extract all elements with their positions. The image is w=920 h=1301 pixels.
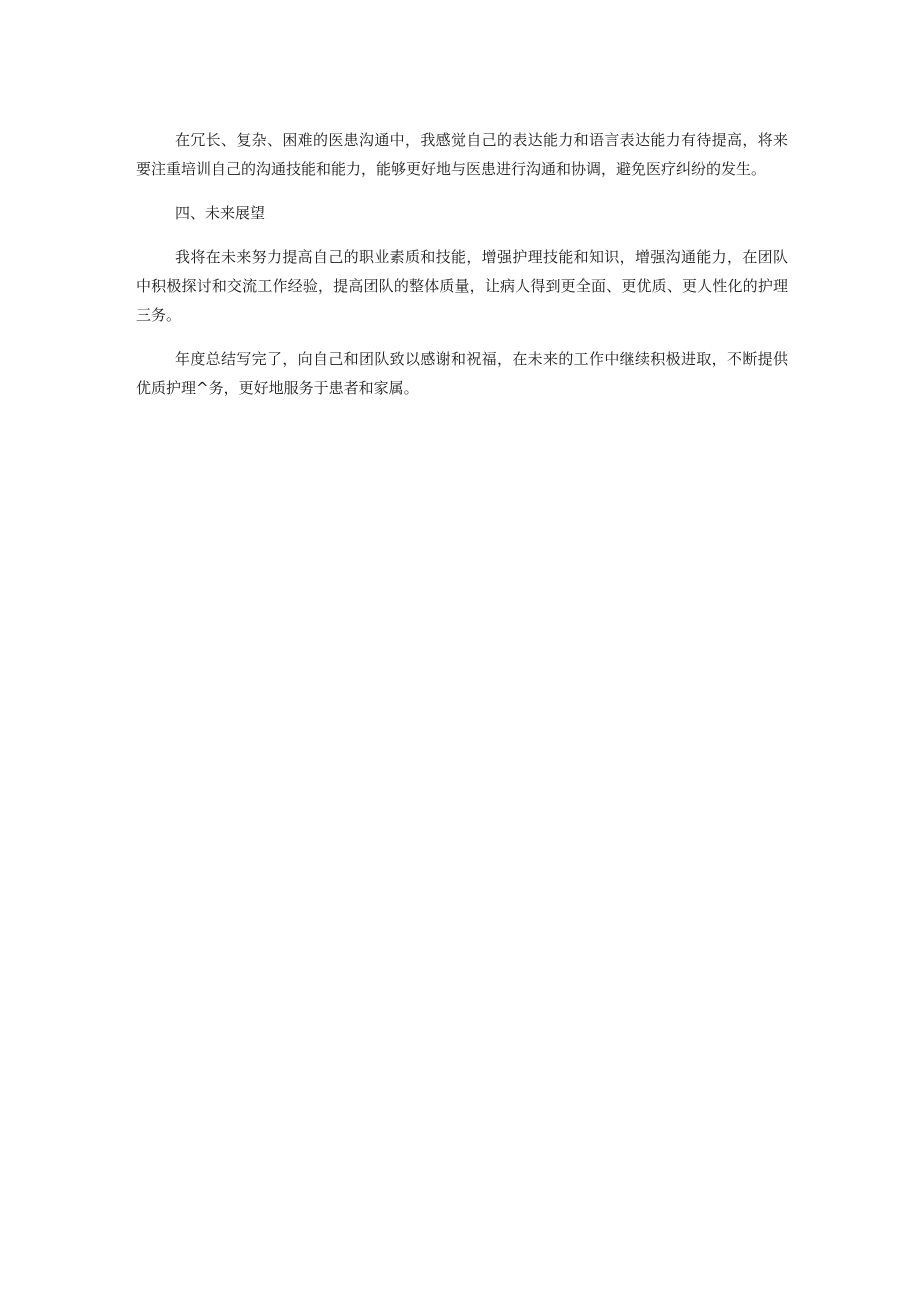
document-body <box>136 126 788 418</box>
paragraph-closing-remarks: 年度总结写完了，向自己和团队致以感谢和祝福，在未来的工作中继续积极进取，不断提供优质护理^务，更好地服务于患者和家属。 <box>136 350 788 397</box>
paragraph-communication-reflection: 在冗长、复杂、困难的医患沟通中，我感觉自己的表达能力和语言表达能力有待提高，将来要注重培训自己的沟通技能和能力，能够更好地与医患进行沟通和协调，避免医疗纠纷的发生。 <box>136 131 788 178</box>
section-heading-future-outlook: 四、未来展望 <box>175 204 266 222</box>
paragraph-future-plan: 我将在未来努力提高自己的职业素质和技能，增强护理技能和知识，增强沟通能力，在团队中积极探讨和交流工作经验，提高团队的整体质量，让病人得到更全面、更优质、更人性化的护理三务。 <box>136 248 788 324</box>
